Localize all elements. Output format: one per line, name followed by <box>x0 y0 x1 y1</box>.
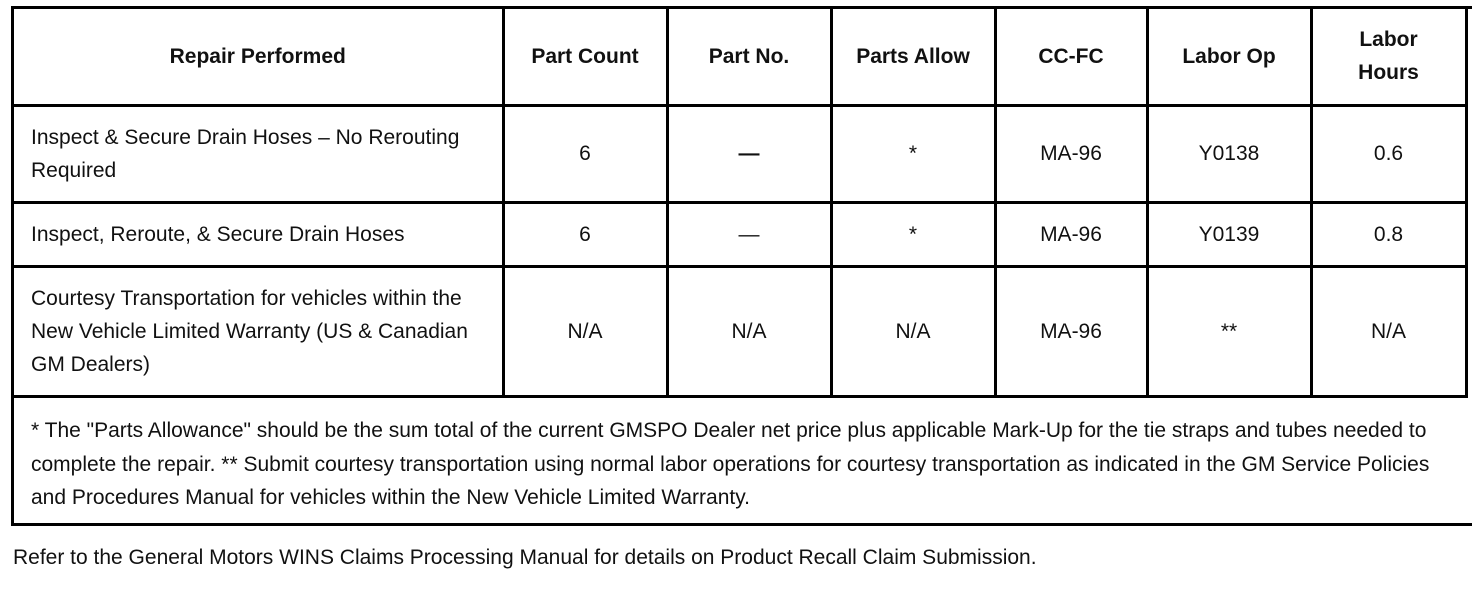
cell-part-count: N/A <box>503 266 667 396</box>
cell-part-count: 6 <box>503 105 667 202</box>
cell-parts-allow: * <box>831 105 995 202</box>
cell-labor-op: Y0138 <box>1147 105 1311 202</box>
cell-cc-fc: MA-96 <box>995 266 1147 396</box>
cell-labor-hours: N/A <box>1311 266 1466 396</box>
table-row <box>14 266 1466 396</box>
repair-line: Inspect & Secure Drain Hoses – No Rerouting <box>31 125 460 149</box>
footnote-line: complete the repair. ** Submit courtesy transportation using normal labor operations for courtesy transportation as indicated in the GM Service Policies <box>31 452 1430 476</box>
header-part-count: Part Count <box>503 9 667 105</box>
cell-part-no: — <box>667 202 831 266</box>
repair-line: GM Dealers) <box>31 352 151 376</box>
header-part-no: Part No. <box>667 9 831 105</box>
header-labor-hours-line2: Hours <box>1358 61 1419 85</box>
header-cc-fc: CC-FC <box>995 9 1147 105</box>
table-footnote <box>14 396 1472 515</box>
footnote-line: and Procedures Manual for vehicles within the New Vehicle Limited Warranty. <box>31 486 751 509</box>
cell-part-count: 6 <box>503 202 667 266</box>
header-parts-allow: Parts Allow <box>831 9 995 105</box>
cell-repair-performed <box>14 105 503 202</box>
header-labor-op: Labor Op <box>1147 9 1311 105</box>
cell-labor-op: Y0139 <box>1147 202 1311 266</box>
repair-line: Courtesy Transportation for vehicles within the <box>31 286 462 310</box>
repair-line: Required <box>31 158 117 182</box>
cell-repair-performed: Inspect, Reroute, & Secure Drain Hoses <box>14 202 503 266</box>
cell-labor-hours: 0.8 <box>1311 202 1466 266</box>
cell-labor-op: ** <box>1147 266 1311 396</box>
table-header-row <box>14 9 1466 105</box>
cell-parts-allow: * <box>831 202 995 266</box>
table-row <box>14 105 1466 202</box>
cell-cc-fc: MA-96 <box>995 202 1147 266</box>
cell-part-no: N/A <box>667 266 831 396</box>
labor-table <box>11 6 1472 526</box>
cell-cc-fc: MA-96 <box>995 105 1147 202</box>
repair-line: New Vehicle Limited Warranty (US & Canadian <box>31 319 468 343</box>
cell-parts-allow: N/A <box>831 266 995 396</box>
footnote-line: * The "Parts Allowance" should be the sum total of the current GMSPO Dealer net price plus applicable Mark-Up for the tie straps and tubes needed to <box>31 419 1427 442</box>
header-labor-hours <box>1311 9 1466 105</box>
claims-reference-text: Refer to the General Motors WINS Claims Processing Manual for details on Product Recall Claim Submission. <box>13 546 1037 569</box>
labor-operations-table <box>14 9 1468 398</box>
cell-part-no: — <box>667 105 831 202</box>
table-row <box>14 202 1466 266</box>
header-repair-performed: Repair Performed <box>14 9 503 105</box>
cell-labor-hours: 0.6 <box>1311 105 1466 202</box>
header-labor-hours-line1: Labor <box>1359 28 1418 52</box>
cell-repair-performed <box>14 266 503 396</box>
